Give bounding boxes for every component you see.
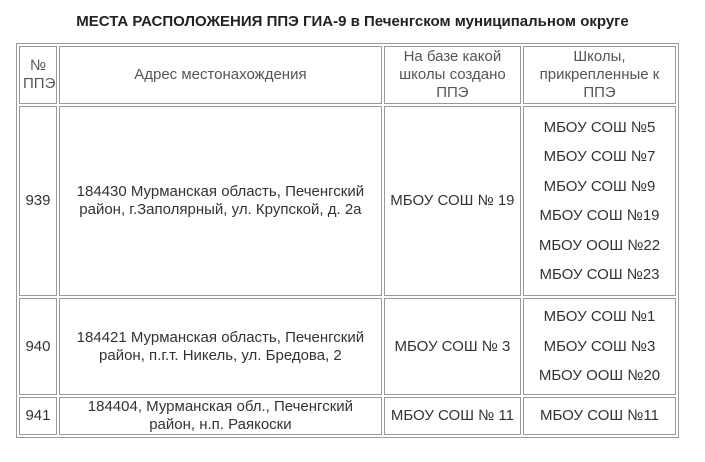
attached-schools-cell — [523, 298, 676, 395]
school-list-item: МБОУ ООШ №20 — [538, 367, 661, 385]
table-row — [19, 397, 676, 435]
address-cell: 184404, Мурманская обл., Печенгский район, н.п. Раякоски — [59, 397, 382, 435]
attached-schools-list — [527, 113, 672, 290]
ppe-number-cell: 939 — [19, 106, 57, 296]
school-list-item: МБОУ СОШ №5 — [543, 118, 656, 136]
school-list-item: МБОУ СОШ №7 — [543, 148, 656, 165]
page-title: МЕСТА РАСПОЛОЖЕНИЯ ППЭ ГИА-9 в Печенгском муниципальном округе — [76, 13, 629, 30]
base-school-cell: МБОУ СОШ № 11 — [384, 397, 521, 435]
table-row — [19, 106, 676, 296]
ppe-number-cell: 941 — [19, 397, 57, 435]
school-list-item: МБОУ СОШ №19 — [539, 207, 660, 224]
attached-schools-list — [527, 401, 672, 431]
ppe-locations-table — [16, 43, 679, 438]
base-school-cell: МБОУ СОШ № 3 — [384, 298, 521, 395]
address-cell: 184421 Мурманская область, Печенгский район, п.г.т. Никель, ул. Бредова, 2 — [59, 298, 382, 395]
table-row — [19, 298, 676, 395]
attached-schools-cell — [523, 106, 676, 296]
school-list-item: МБОУ СОШ №1 — [543, 308, 656, 326]
table-header-row — [19, 46, 676, 104]
school-list-item: МБОУ ООШ №22 — [538, 236, 661, 254]
header-attached-schools: Школы, прикрепленные к ППЭ — [523, 46, 676, 104]
base-school-cell: МБОУ СОШ № 19 — [384, 106, 521, 296]
address-cell: 184430 Мурманская область, Печенгский район, г.Заполярный, ул. Крупской, д. 2а — [59, 106, 382, 296]
attached-schools-cell — [523, 397, 676, 435]
school-list-item: МБОУ СОШ №9 — [543, 177, 656, 195]
header-base-school: На базе какой школы создано ППЭ — [384, 46, 521, 104]
ppe-number-cell: 940 — [19, 298, 57, 395]
school-list-item: МБОУ СОШ №3 — [543, 337, 656, 355]
header-ppe-number: № ППЭ — [19, 46, 57, 104]
school-list-item: МБОУ СОШ №11 — [540, 407, 659, 425]
school-list-item: МБОУ СОШ №23 — [539, 266, 660, 283]
header-address: Адрес местонахождения — [59, 46, 382, 104]
attached-schools-list — [527, 302, 672, 391]
